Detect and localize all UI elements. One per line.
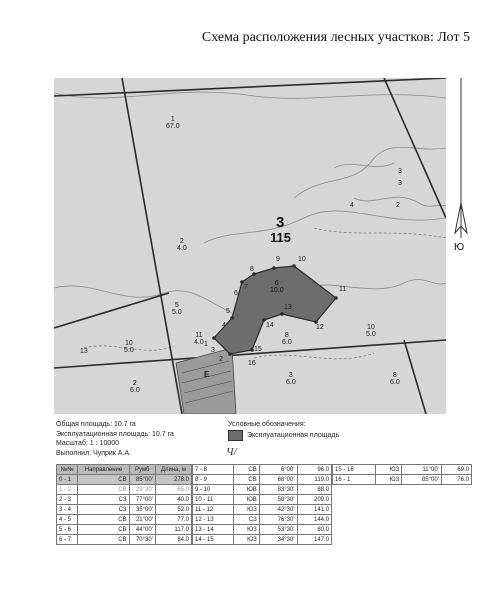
table-row: 14 - 15 ЮЗ 34°30' 147.0 [193, 535, 332, 545]
stand-label: 8 6.0 [282, 332, 292, 346]
col-header-bearing: Румб [129, 465, 155, 475]
vertex-label: 16 [248, 360, 256, 367]
stand-label: 3 [398, 180, 402, 187]
table-row: 12 - 13 СЗ 76°30' 144.0 [193, 515, 332, 525]
vertex-label: 12 [316, 324, 324, 331]
table-row: 2 - 3 СЗ 77°00' 40.0 [57, 495, 192, 505]
table-header-row [57, 465, 192, 475]
vertex-label: 11 [339, 286, 347, 293]
legend [228, 421, 428, 441]
table-row: 16 - 1 ЮЗ 85°00' 76.0 [333, 475, 472, 485]
compass-direction-label: Ю [454, 242, 465, 253]
stand-label: 4 [350, 202, 354, 209]
table-row: 10 - 11 ЮВ 58°30' 209.0 [193, 495, 332, 505]
table-row: 5 - 6 СВ 44°00' 117.0 [57, 525, 192, 535]
stand-label: 8 6.0 [390, 372, 400, 386]
block-number: 3 [276, 214, 285, 231]
table-row: 4 - 5 СВ 21°00' 77.0 [57, 515, 192, 525]
table-row: 1 - 2 СВ 29°30' 65.0 [57, 485, 192, 495]
table-row: 15 - 16 ЮЗ 11°00' 69.0 [333, 465, 472, 475]
operational-area: Эксплуатационная площадь: 10.7 га [56, 430, 174, 438]
stand-label: 10 5.0 [124, 340, 134, 354]
document-title: Схема расположения лесных участков: Лот 5 [201, 30, 470, 45]
table-row: 7 - 8 СВ 6°00' 96.0 [193, 465, 332, 475]
stand-label: 2 4.0 [177, 238, 187, 252]
vertex-label: 8 [250, 266, 254, 273]
vertex-label: 9 [276, 256, 280, 263]
vertex-label: 2 [219, 356, 223, 363]
col-header-direction: Направление [78, 465, 129, 475]
north-arrow-icon [450, 78, 472, 258]
vertex-label: 6 [234, 290, 238, 297]
table-row: 0 - 1 СВ 85°00' 278.0 [57, 475, 192, 485]
table-row: 8 - 9 СВ 68°00' 119.0 [193, 475, 332, 485]
stand-label: 10 5.0 [366, 324, 376, 338]
table-body [57, 475, 192, 545]
legend-swatch [228, 430, 243, 441]
legend-item-label: Эксплуатационная площадь [247, 432, 340, 439]
plot-info [56, 420, 237, 458]
legend-item [228, 430, 428, 441]
table-row: 11 - 12 ЮЗ 42°30' 141.0 [193, 505, 332, 515]
legend-title: Условные обозначения: [228, 421, 306, 428]
stand-label: 3 6.0 [286, 372, 296, 386]
stand-label: 2 [396, 202, 400, 209]
scale: Масштаб: 1 : 10000 [56, 440, 120, 447]
vertex-label: 7 [244, 284, 248, 291]
vertex-label: 15 [254, 346, 262, 353]
vertex-label: 13 [284, 304, 292, 311]
vertex-label: 1 [204, 341, 208, 348]
col-header-number: №№ [57, 465, 78, 475]
total-area: Общая площадь: 10.7 га [56, 421, 136, 428]
forest-map[interactable] [54, 78, 446, 414]
bearings-table-1 [56, 464, 192, 545]
table-body [193, 465, 332, 545]
table-body [333, 465, 472, 485]
stand-label: E [204, 370, 210, 379]
stand-label: 6 10.0 [270, 280, 284, 294]
vertex-label: 5 [226, 308, 230, 315]
stand-label: 5 5.0 [172, 302, 182, 316]
vertex-label: 4 [222, 322, 226, 329]
table-row: 9 - 10 ЮВ 83°30' 88.0 [193, 485, 332, 495]
signature: Ч/ [226, 446, 237, 458]
stand-label: 2 6.0 [130, 380, 140, 394]
table-row: 6 - 7 СВ 70°30' 84.0 [57, 535, 192, 545]
table-row: 13 - 14 ЮЗ 53°30' 80.0 [193, 525, 332, 535]
col-header-length: Длина, м [155, 465, 191, 475]
vertex-label: 14 [266, 322, 274, 329]
stand-label: 11 4.0 [194, 332, 204, 346]
block-subnumber: 115 [270, 230, 291, 245]
stand-label: 3 [398, 168, 402, 175]
bearings-table-3 [332, 464, 472, 485]
table-row: 3 - 4 СЗ 35°00' 52.0 [57, 505, 192, 515]
bearings-table-2 [192, 464, 332, 545]
stand-label: 1 67.0 [166, 116, 180, 130]
executed-by: Выполнил: Чуприк А.А. [56, 449, 132, 457]
vertex-label: 3 [211, 347, 215, 354]
stand-label: 13 [80, 348, 88, 355]
vertex-label: 10 [298, 256, 306, 263]
